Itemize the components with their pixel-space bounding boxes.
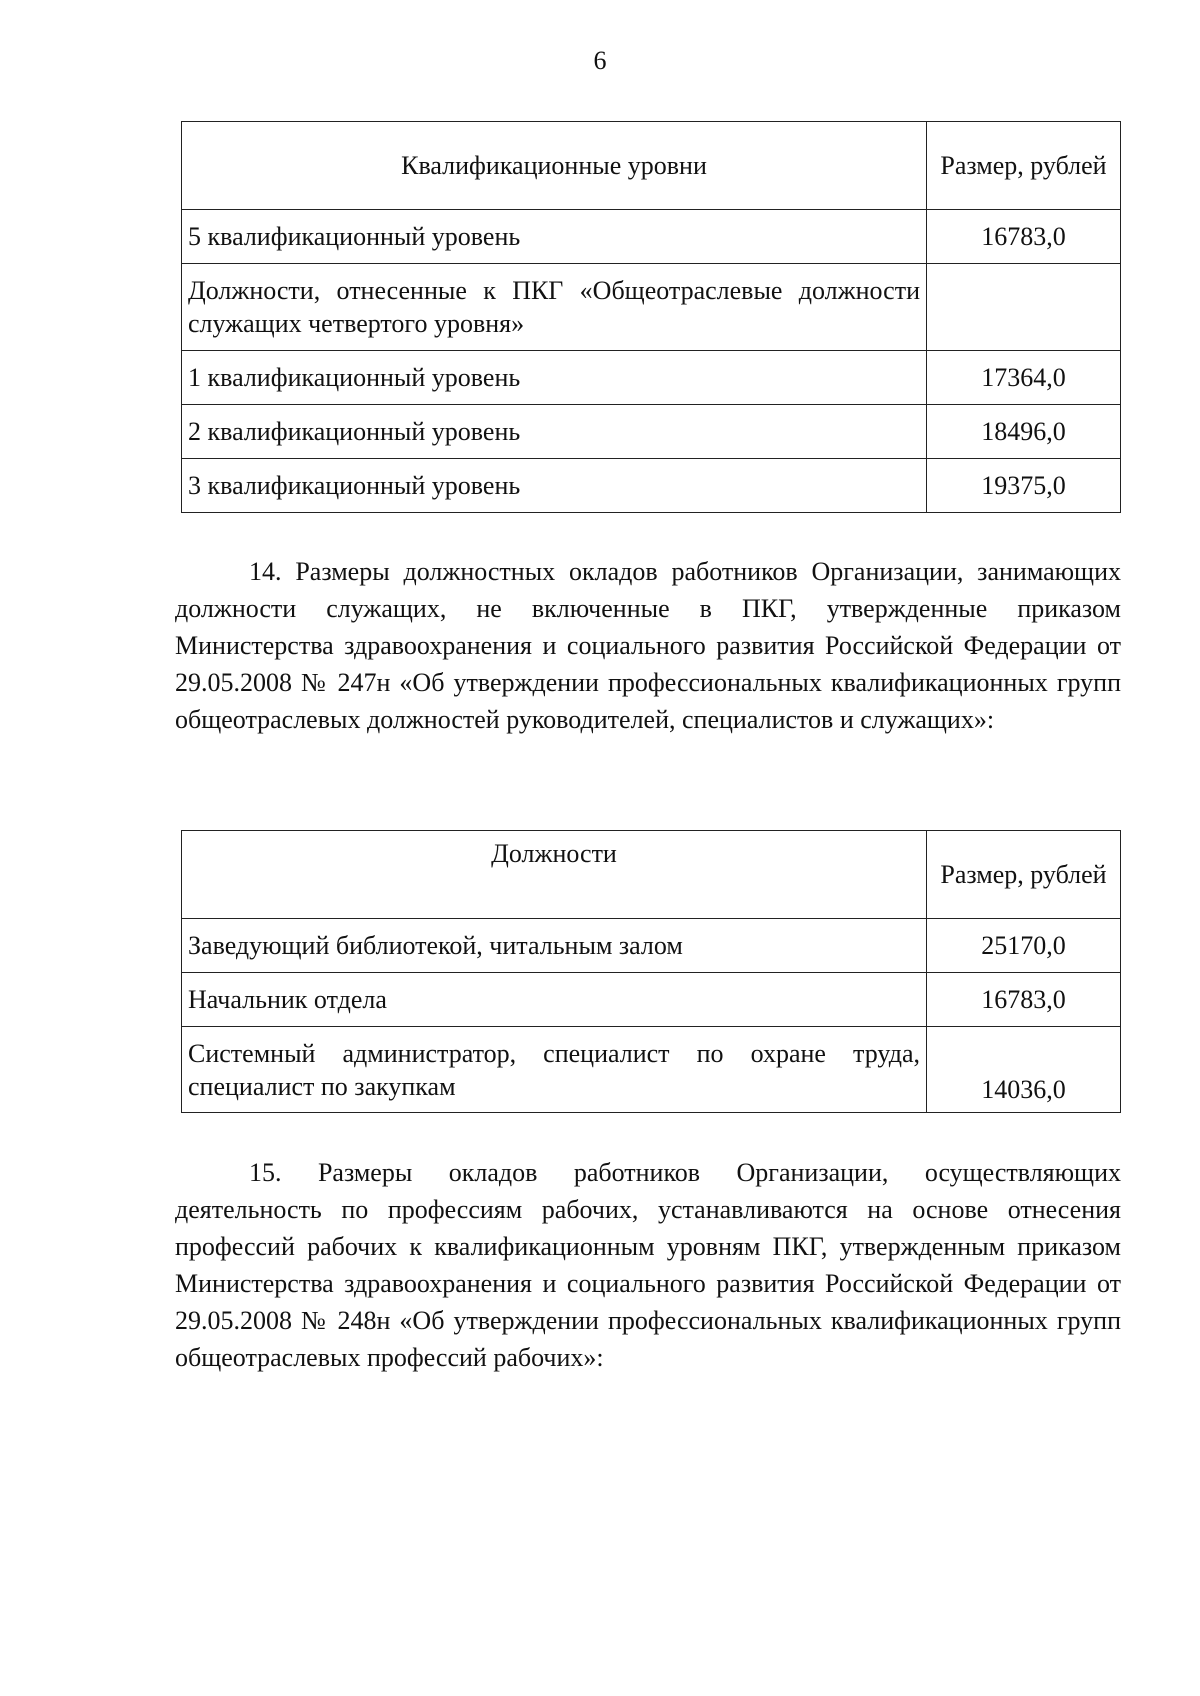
row-value: 16783,0 (927, 210, 1121, 264)
row-name: 1 квалификационный уровень (182, 351, 927, 405)
row-value: 25170,0 (927, 919, 1121, 973)
table-row (182, 459, 1121, 513)
row-value: 17364,0 (927, 351, 1121, 405)
header-size-rubles: Размер, рублей (927, 831, 1121, 919)
row-name: Заведующий библиотекой, читальным залом (182, 919, 927, 973)
row-value: 14036,0 (927, 1027, 1121, 1113)
table-header-row (182, 122, 1121, 210)
paragraph-14: 14. Размеры должностных окладов работников Организации, занимающих должности служащих, не включенные в ПКГ, утвержденные приказом Министерства здравоохранения и социального развития Российской Федерации от 29.05.2008 № 247н «Об утверждении профессиональных квалификационных групп общеотраслевых должностей руководителей, специалистов и служащих»: (175, 557, 1121, 734)
table-header-row (182, 831, 1121, 919)
row-value: 18496,0 (927, 405, 1121, 459)
row-name: 2 квалификационный уровень (182, 405, 927, 459)
table-row (182, 1027, 1121, 1113)
header-size-rubles: Размер, рублей (927, 122, 1121, 210)
table-row (182, 919, 1121, 973)
row-value: 16783,0 (927, 973, 1121, 1027)
table-row (182, 210, 1121, 264)
row-name: 5 квалификационный уровень (182, 210, 927, 264)
paragraph-15: 15. Размеры окладов работников Организации, осуществляющих деятельность по профессиям рабочих, устанавливаются на основе отнесения профессий рабочих к квалификационным уровням ПКГ, утвержденным приказом Министерства здравоохранения и социального развития Российской Федерации от 29.05.2008 № 248н «Об утверждении профессиональных квалификационных групп общеотраслевых профессий рабочих»: (175, 1158, 1121, 1372)
header-qualification-levels: Квалификационные уровни (182, 122, 927, 210)
row-name: 3 квалификационный уровень (182, 459, 927, 513)
table-row (182, 973, 1121, 1027)
row-name: Системный администратор, специалист по охране труда, специалист по закупкам (182, 1027, 927, 1113)
row-value: 19375,0 (927, 459, 1121, 513)
table-row (182, 405, 1121, 459)
qualification-levels-table (181, 121, 1121, 513)
table-row (182, 264, 1121, 351)
positions-table (181, 830, 1121, 1113)
row-value (927, 264, 1121, 351)
row-name: Начальник отдела (182, 973, 927, 1027)
page-number: 6 (593, 46, 607, 75)
header-positions: Должности (182, 831, 927, 919)
table-row (182, 351, 1121, 405)
row-name: Должности, отнесенные к ПКГ «Общеотраслевые должности служащих четвертого уровня» (182, 264, 927, 351)
